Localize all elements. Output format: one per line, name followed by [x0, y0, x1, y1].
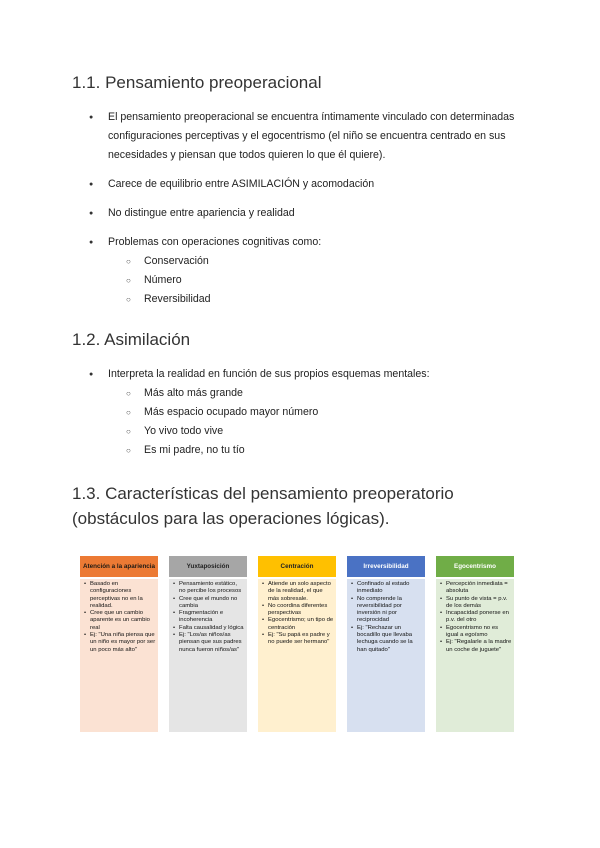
column-irreversibilidad	[347, 556, 425, 732]
column-item: • Ej: "Los/as niños/as piensan que sus padres nunca fueron niños/as"	[172, 632, 245, 654]
column-item: • Ej: "Regalarle a la madre un coche de juguete"	[439, 639, 512, 654]
section-title-pensamiento-preoperacional: 1.1. Pensamiento preoperacional	[72, 73, 322, 92]
column-body	[169, 579, 247, 732]
column-heading: Yuxtaposición	[169, 556, 247, 577]
section1-bullet-list	[72, 108, 542, 309]
column-item: • Confinado al estado inmediato	[350, 581, 423, 596]
column-item: • Cree que el mundo no cambia	[172, 596, 245, 611]
sub-list-item: ○ Más espacio ocupado mayor número	[108, 403, 542, 422]
list-item: ● El pensamiento preoperacional se encuentra íntimamente vinculado con determinadas configuraciones perceptivas y el egocentrismo (el niño se encuentra centrado en sus necesidades y piensan que todos quieren lo que él quiere).	[72, 108, 542, 165]
column-item: • Su punto de vista = p.v. de los demás	[439, 596, 512, 611]
column-item: • Cree que un cambio aparente es un cambio real	[83, 610, 156, 632]
sub-list-item: ○ Yo vivo todo vive	[108, 422, 542, 441]
column-body	[80, 579, 158, 732]
column-heading: Irreversibilidad	[347, 556, 425, 577]
sub-list-item: ○ Conservación	[108, 252, 542, 271]
list-item: ● Carece de equilibrio entre ASIMILACIÓN y acomodación	[72, 175, 542, 194]
list-item-text: Interpreta la realidad en función de sus propios esquemas mentales:	[108, 368, 430, 380]
column-heading: Centración	[258, 556, 336, 577]
column-centracion	[258, 556, 336, 732]
sub-list	[108, 252, 542, 309]
column-item: • Percepción inmediata = absoluta	[439, 581, 512, 596]
section2-bullet-list	[72, 365, 542, 460]
section-title-asimilacion: 1.2. Asimilación	[72, 330, 191, 349]
sub-list-item: ○ Es mi padre, no tu tío	[108, 441, 542, 460]
column-item: • Pensamiento estático, no percibe los procesos	[172, 581, 245, 596]
sub-list-item: ○ Número	[108, 271, 542, 290]
column-item: • Egocentrismo no es igual a egoísmo	[439, 625, 512, 640]
column-body	[436, 579, 514, 732]
column-item: • No coordina diferentes perspectivas	[261, 603, 334, 618]
column-egocentrismo	[436, 556, 514, 732]
section-title-caracteristicas: 1.3. Características del pensamiento preoperatorio (obstáculos para las operaciones lógicas).	[72, 484, 454, 528]
list-item	[72, 365, 542, 460]
column-item: • Atiende un solo aspecto de la realidad, el que más sobresale.	[261, 581, 334, 603]
sub-list-item: ○ Más alto más grande	[108, 384, 542, 403]
column-item: • Ej: "Su papá es padre y no puede ser hermano"	[261, 632, 334, 647]
column-body	[347, 579, 425, 732]
column-yuxtaposicion	[169, 556, 247, 732]
column-atencion-apariencia	[80, 556, 158, 732]
sub-list	[108, 384, 542, 460]
column-item: • No comprende la reversibilidad por inversión ni por reciprocidad	[350, 596, 423, 625]
column-body	[258, 579, 336, 732]
column-item: • Basado en configuraciones perceptivas no en la realidad.	[83, 581, 156, 610]
column-item: • Falta causalidad y lógica	[172, 625, 245, 632]
column-item: • Egocentrismo; un tipo de centración	[261, 617, 334, 632]
list-item: ● No distingue entre apariencia y realidad	[72, 204, 542, 223]
column-item: • Ej: "Rechazar un bocadillo que llevaba lechuga cuando se la han quitado"	[350, 625, 423, 654]
list-item	[72, 233, 542, 309]
column-heading: Egocentrismo	[436, 556, 514, 577]
sub-list-item: ○ Reversibilidad	[108, 290, 542, 309]
column-item: • Ej: "Una niña piensa que un niño es mayor por ser un poco más alto"	[83, 632, 156, 654]
list-item-text: Problemas con operaciones cognitivas como:	[108, 236, 322, 248]
column-heading: Atención a la apariencia	[80, 556, 158, 577]
column-item: • Fragmentación e incoherencia	[172, 610, 245, 625]
characteristics-diagram	[80, 556, 516, 732]
column-item: • Incapacidad ponerse en p.v. del otro	[439, 610, 512, 625]
